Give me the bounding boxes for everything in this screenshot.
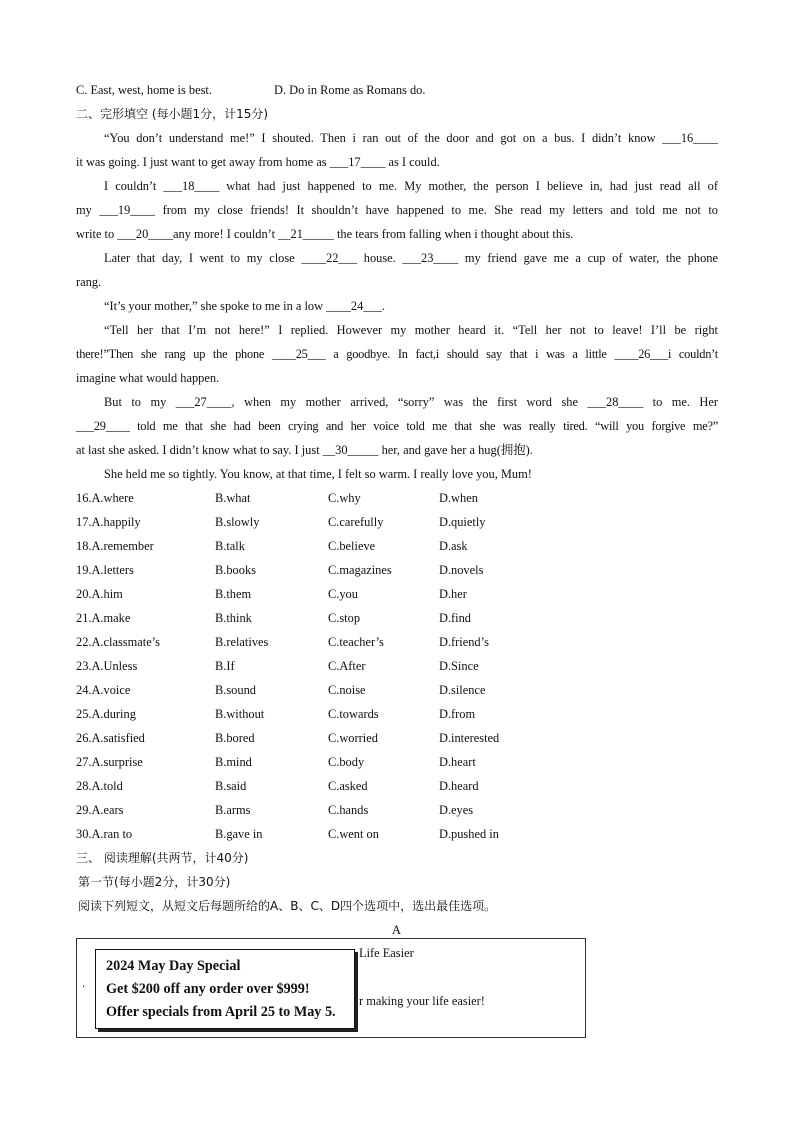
question-option-d: D.silence [439, 683, 486, 697]
section3-instruction: 阅读下列短文，从短文后每题所给的A、B、C、D四个选项中，选出最佳选项。 [78, 899, 497, 913]
question-option-d: D.heard [439, 779, 479, 793]
question-option-a: 19.A.letters [76, 563, 134, 577]
question-option-a: 28.A.told [76, 779, 123, 793]
passage-label: A [392, 923, 401, 937]
question-option-b: B.If [215, 659, 235, 673]
passage-line: write to ___20____any more! I couldn’t __21_____ the tears from falling when i thought about this. [76, 227, 574, 241]
question-option-c: C.hands [328, 803, 369, 817]
ad-dot: . [82, 976, 86, 990]
question-option-a: 20.A.him [76, 587, 123, 601]
question-option-c: C.noise [328, 683, 366, 697]
question-option-c: C.magazines [328, 563, 392, 577]
question-option-a: 23.A.Unless [76, 659, 138, 673]
section3-title: 三、 阅读理解(共两节，计40分) [76, 851, 249, 865]
passage-line: I couldn’t ___18____ what had just happened to me. My mother, the person I believe in, had just read all of [104, 179, 718, 193]
question-option-a: 21.A.make [76, 611, 131, 625]
passage-line: “Tell her that I’m not here!” I replied. However my mother heard it. “Tell her not to leave! I’ll be right [104, 323, 718, 337]
ad-side-text: Life Easier [359, 946, 414, 960]
question-option-c: C.why [328, 491, 361, 505]
question-option-a: 27.A.surprise [76, 755, 143, 769]
question-option-d: D.novels [439, 563, 484, 577]
section2-title: 二、完形填空 (每小题1分，计15分) [76, 107, 269, 121]
question-option-a: 16.A.where [76, 491, 134, 505]
question-option-d: D.friend’s [439, 635, 489, 649]
ad-title: 2024 May Day Special [106, 958, 241, 974]
option-c-prev: C. East, west, home is best. [76, 83, 212, 97]
question-option-b: B.books [215, 563, 256, 577]
passage-line: ___29____ told me that she had been crying and her voice told me that she was really tired. “will you forgive me?” [76, 419, 718, 433]
question-option-b: B.them [215, 587, 252, 601]
section3-part1: 第一节(每小题2分，计30分) [78, 875, 231, 889]
question-option-b: B.relatives [215, 635, 269, 649]
question-option-b: B.arms [215, 803, 251, 817]
passage-line: at last she asked. I didn’t know what to say. I just __30_____ her, and gave her a hug(拥抱). [76, 443, 533, 457]
question-option-c: C.worried [328, 731, 378, 745]
question-option-c: C.stop [328, 611, 361, 625]
question-option-c: C.body [328, 755, 365, 769]
question-option-a: 17.A.happily [76, 515, 141, 529]
passage-line: But to my ___27____, when my mother arrived, “sorry” was the first word she ___28____ to me. Her [104, 395, 718, 409]
passage-line: She held me so tightly. You know, at that time, I felt so warm. I really love you, Mum! [104, 467, 532, 481]
question-option-d: D.Since [439, 659, 479, 673]
question-option-c: C.After [328, 659, 366, 673]
question-option-b: B.gave in [215, 827, 263, 841]
question-option-a: 30.A.ran to [76, 827, 133, 841]
question-option-b: B.sound [215, 683, 256, 697]
ad-side-text: r making your life easier! [359, 994, 485, 1008]
question-option-b: B.slowly [215, 515, 260, 529]
ad-box [95, 949, 355, 1029]
option-d-prev: D. Do in Rome as Romans do. [274, 83, 426, 97]
question-option-d: D.when [439, 491, 478, 505]
question-option-a: 22.A.classmate’s [76, 635, 160, 649]
question-option-d: D.ask [439, 539, 468, 553]
question-option-a: 25.A.during [76, 707, 136, 721]
question-option-a: 29.A.ears [76, 803, 124, 817]
question-option-a: 18.A.remember [76, 539, 154, 553]
question-option-d: D.pushed in [439, 827, 499, 841]
question-option-c: C.towards [328, 707, 379, 721]
question-option-d: D.find [439, 611, 472, 625]
question-option-d: D.interested [439, 731, 500, 745]
question-option-c: C.believe [328, 539, 376, 553]
question-option-b: B.without [215, 707, 265, 721]
ad-dates: Offer specials from April 25 to May 5. [106, 1004, 336, 1020]
passage-line: “It’s your mother,” she spoke to me in a low ____24___. [104, 299, 385, 313]
question-option-d: D.heart [439, 755, 476, 769]
question-option-b: B.bored [215, 731, 255, 745]
question-option-d: D.quietly [439, 515, 486, 529]
passage-line: my ___19____ from my close friends! It shouldn’t have happened to me. She read my letters and told me not to [76, 203, 718, 217]
question-option-b: B.said [215, 779, 247, 793]
question-option-a: 26.A.satisfied [76, 731, 145, 745]
question-option-c: C.teacher’s [328, 635, 384, 649]
passage-line: it was going. I just want to get away from home as ___17____ as I could. [76, 155, 440, 169]
passage-line: “You don’t understand me!” I shouted. Then i ran out of the door and got on a bus. I didn’t know ___16____ [104, 131, 718, 145]
passage-line: Later that day, I went to my close ____22___ house. ___23____ my friend gave me a cup of water, the phone [104, 251, 718, 265]
question-option-b: B.think [215, 611, 252, 625]
question-option-d: D.her [439, 587, 467, 601]
question-option-d: D.eyes [439, 803, 474, 817]
passage-line: rang. [76, 275, 102, 289]
question-option-b: B.what [215, 491, 251, 505]
question-option-d: D.from [439, 707, 476, 721]
question-option-b: B.mind [215, 755, 252, 769]
question-option-b: B.talk [215, 539, 245, 553]
ad-offer: Get $200 off any order over $999! [106, 981, 310, 997]
question-option-c: C.you [328, 587, 358, 601]
question-option-a: 24.A.voice [76, 683, 131, 697]
question-option-c: C.carefully [328, 515, 384, 529]
passage-line: there!”Then she rang up the phone ____25___ a goodbye. In fact,i should say that i was a little ____26___i couldn’t [76, 347, 718, 361]
question-option-c: C.asked [328, 779, 368, 793]
passage-line: imagine what would happen. [76, 371, 220, 385]
question-option-c: C.went on [328, 827, 379, 841]
